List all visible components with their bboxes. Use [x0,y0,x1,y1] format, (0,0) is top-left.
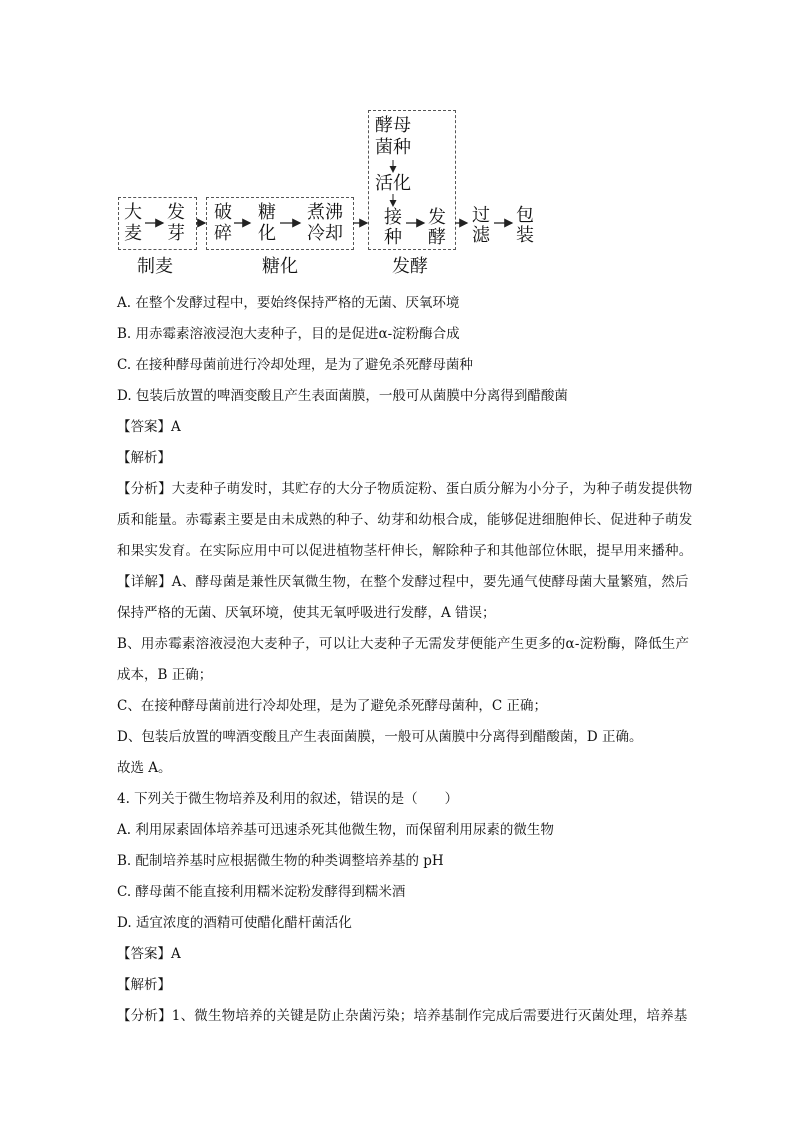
detail-text: 【详解】A、酵母菌是兼性厌氧微生物，在整个发酵过程中，要先通气使酵母菌大量繁殖，然后 [117,574,689,590]
detail-text: 成本，B 正确； [117,667,213,683]
answer: 【答案】A [117,946,181,962]
node-posui-2: 碎 [214,223,232,244]
analysis-text: 【分析】大麦种子萌发时，其贮存的大分子物质淀粉、蛋白质分解为小分子，为种子萌发提供物 [117,481,693,497]
node-dami-1: 大 [124,202,142,223]
node-jiezhong-2: 种 [384,227,402,248]
option-b: B. 配制培养基时应根据微生物的种类调整培养基的 pH [117,853,444,869]
option-d: D. 包装后放置的啤酒变酸且产生表面菌膜，一般可从菌膜中分离得到醋酸菌 [117,388,568,404]
node-faya-1: 发 [167,202,185,223]
node-fajiao-2: 酵 [428,227,446,248]
stage-label-fajiao: 发酵 [392,256,428,277]
node-fajiao-1: 发 [428,207,446,228]
process-flow-diagram [110,108,540,278]
detail-text: 保持严格的无菌、厌氧环境，使其无氧呼吸进行发酵，A 错误； [117,605,496,621]
analysis-text: 和果实发育。在实际应用中可以促进植物茎杆伸长，解除种子和其他部位休眠，提早用来播种。 [117,543,693,559]
detail-text: C、在接种酵母菌前进行冷却处理，是为了避免杀死酵母菌种，C 正确； [117,698,547,714]
option-b: B. 用赤霉素溶液浸泡大麦种子，目的是促进α-淀粉酶合成 [117,326,460,342]
node-guolv-2: 滤 [472,225,490,246]
analysis-text: 【分析】1、微生物培养的关键是防止杂菌污染；培养基制作完成后需要进行灭菌处理，培养基 [117,1008,688,1024]
node-zhufei-2: 冷却 [307,223,343,244]
node-tanghua-2: 化 [258,223,276,244]
node-huohua: 活化 [375,173,411,194]
node-jiezhong-1: 接 [384,207,402,228]
option-c: C. 酵母菌不能直接利用糯米淀粉发酵得到糯米酒 [117,884,406,900]
node-baozhuang-2: 装 [516,225,534,246]
option-a: A. 在整个发酵过程中，要始终保持严格的无菌、厌氧环境 [117,295,460,311]
answer: 【答案】A [117,419,181,435]
detail-text: B、用赤霉素溶液浸泡大麦种子，可以让大麦种子无需发芽便能产生更多的α-淀粉酶，降低生产 [117,636,690,652]
flow-arrows [110,108,540,278]
analysis-text: 质和能量。赤霉素主要是由未成熟的种子、幼芽和幼根合成，能够促进细胞伸长、促进种子萌发 [117,512,693,528]
option-c: C. 在接种酵母菌前进行冷却处理，是为了避免杀死酵母菌种 [117,357,473,373]
stage-label-zhimai: 制麦 [137,256,173,277]
node-baozhuang-1: 包 [516,205,534,226]
node-jiaomu-1: 酵母 [375,115,411,136]
node-guolv-1: 过 [472,205,490,226]
node-zhufei-1: 煮沸 [307,202,343,223]
question-4: 4. 下列关于微生物培养及利用的叙述，错误的是（ ） [117,791,459,807]
node-tanghua-1: 糖 [258,202,276,223]
detail-text: D、包装后放置的啤酒变酸且产生表面菌膜，一般可从菌膜中分离得到醋酸菌，D 正确。 [117,729,643,745]
analysis-heading: 【解析】 [117,450,171,466]
node-jiaomu-2: 菌种 [375,137,411,158]
node-faya-2: 芽 [167,223,185,244]
option-d: D. 适宜浓度的酒精可使醋化醋杆菌活化 [117,915,352,931]
analysis-heading: 【解析】 [117,977,171,993]
node-posui-1: 破 [214,202,232,223]
option-a: A. 利用尿素固体培养基可迅速杀死其他微生物，而保留利用尿素的微生物 [117,822,554,838]
stage-label-tanghua: 糖化 [262,256,298,277]
node-dami-2: 麦 [124,223,142,244]
document-body [117,288,717,1032]
conclusion: 故选 A。 [117,760,172,776]
